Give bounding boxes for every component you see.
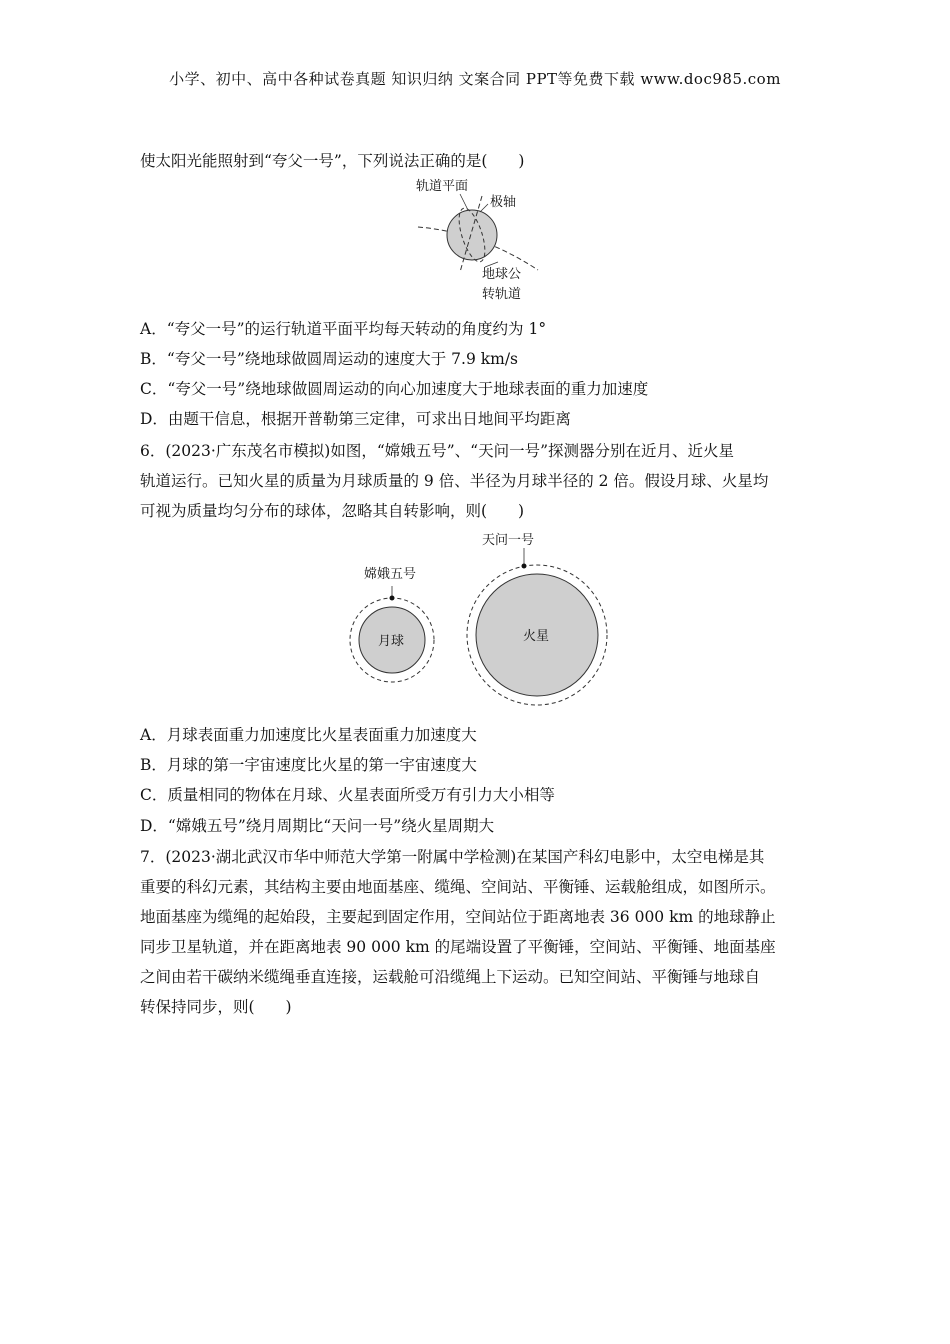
q5-stem: 使太阳光能照射到“夸父一号”，下列说法正确的是( ) <box>140 152 525 170</box>
q6-stem-line-1: 6．(2023·广东茂名市模拟)如图，“嫦娥五号”、“天问一号”探测器分别在近月、近火星 <box>140 442 735 460</box>
q6-stem-line-2: 轨道运行。已知火星的质量为月球质量的 9 倍、半径为月球半径的 2 倍。假设月球、火星均 <box>140 472 769 490</box>
label-mars: 火星 <box>523 629 550 644</box>
q5-figure <box>390 172 550 307</box>
q7-stem-line-1: 7．(2023·湖北武汉市华中师范大学第一附属中学检测)在某国产科幻电影中，太空电梯是其 <box>140 848 765 866</box>
moon-probe-dot <box>390 596 395 601</box>
label-polar-axis: 极轴 <box>490 195 517 210</box>
earth-sphere <box>447 210 497 260</box>
q6-stem-line-3: 可视为质量均匀分布的球体，忽略其自转影响，则( ) <box>140 502 525 520</box>
page-header: 小学、初中、高中各种试卷真题 知识归纳 文案合同 PPT等免费下载 www.doc985.com <box>169 70 781 88</box>
q7-stem-line-4: 同步卫星轨道，并在距离地表 90 000 km 的尾端设置了平衡锤，空间站、平衡锤、地面基座 <box>140 938 776 956</box>
mars-probe-dot <box>522 564 527 569</box>
label-moon: 月球 <box>378 634 405 649</box>
label-probe-moon: 嫦娥五号 <box>364 567 417 582</box>
q5-option-d: D．由题干信息，根据开普勒第三定律，可求出日地间平均距离 <box>140 410 571 428</box>
label-earth-orbit-1: 地球公 <box>482 267 522 282</box>
label-earth-orbit-2: 转轨道 <box>482 287 522 302</box>
q6-option-b: B．月球的第一宇宙速度比火星的第一宇宙速度大 <box>140 756 477 774</box>
q7-stem-line-5: 之间由若干碳纳米缆绳垂直连接，运载舱可沿缆绳上下运动。已知空间站、平衡锤与地球自 <box>140 968 761 986</box>
q6-figure <box>340 528 620 708</box>
q6-option-a: A．月球表面重力加速度比火星表面重力加速度大 <box>140 726 477 744</box>
q6-option-c: C．质量相同的物体在月球、火星表面所受万有引力大小相等 <box>140 786 555 804</box>
q6-option-d: D．“嫦娥五号”绕月周期比“天问一号”绕火星周期大 <box>140 817 495 835</box>
q7-stem-line-6: 转保持同步，则( ) <box>140 998 292 1016</box>
q5-option-b: B．“夸父一号”绕地球做圆周运动的速度大于 7.9 km/s <box>140 350 519 368</box>
q5-option-a: A．“夸父一号”的运行轨道平面平均每天转动的角度约为 1° <box>140 320 547 338</box>
q5-option-c: C．“夸父一号”绕地球做圆周运动的向心加速度大于地球表面的重力加速度 <box>140 380 649 398</box>
label-probe-mars: 天问一号 <box>482 533 535 548</box>
q7-stem-line-3: 地面基座为缆绳的起始段，主要起到固定作用，空间站位于距离地表 36 000 km 的地球静止 <box>140 908 776 926</box>
label-orbit-plane: 轨道平面 <box>416 179 469 194</box>
q7-stem-line-2: 重要的科幻元素，其结构主要由地面基座、缆绳、空间站、平衡锤、运载舱组成，如图所示。 <box>140 878 776 896</box>
